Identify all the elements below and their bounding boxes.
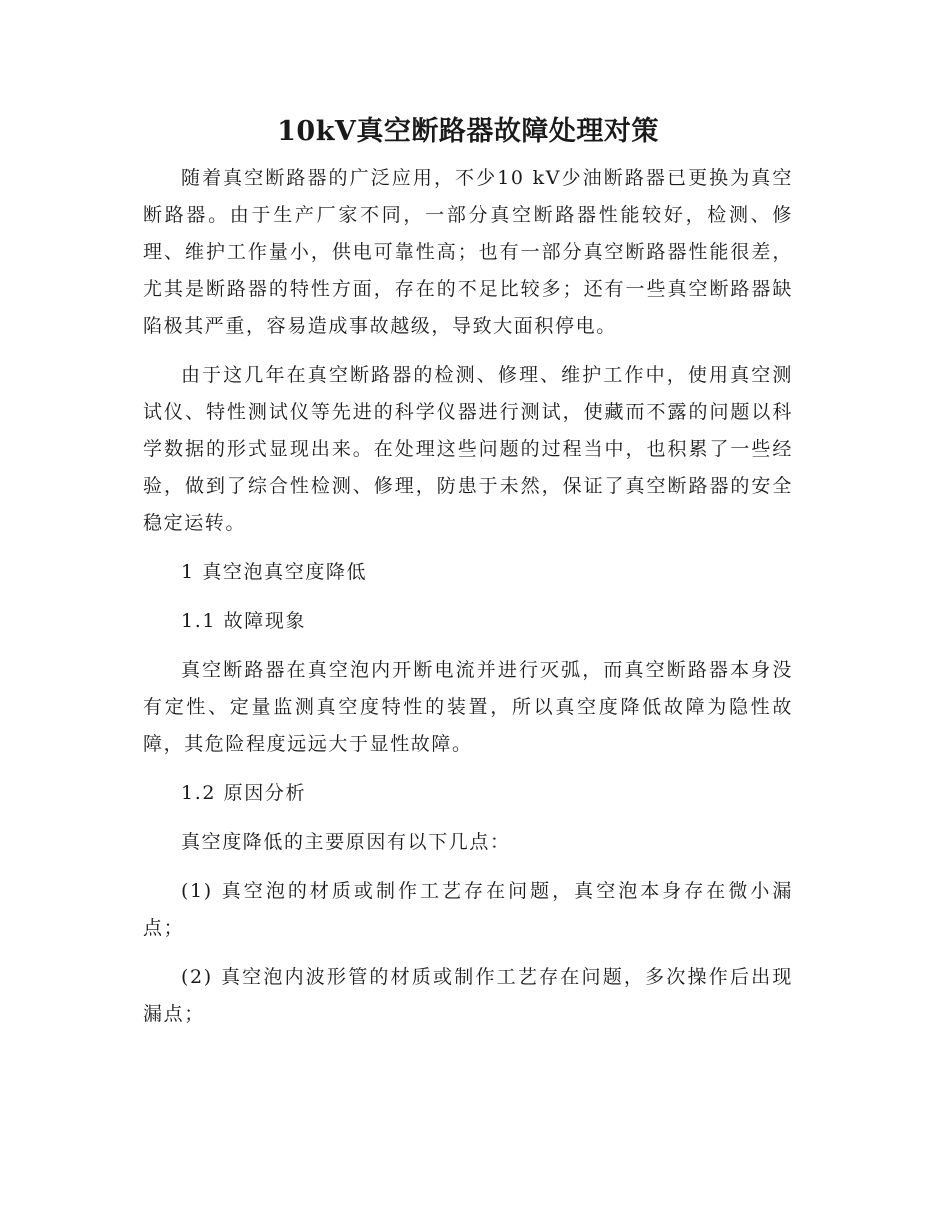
- document-title: 10kV真空断路器故障处理对策: [277, 116, 659, 147]
- subsection-heading-1-1: 1.1 故障现象: [181, 610, 307, 632]
- list-item-cause-2: (2) 真空泡内波形管的材质或制作工艺存在问题，多次操作后出现漏点；: [143, 966, 793, 1025]
- subsection-heading-1-2: 1.2 原因分析: [181, 782, 307, 804]
- paragraph-intro: 随着真空断路器的广泛应用，不少10 kV少油断路器已更换为真空断路器。由于生产厂家不同，一部分真空断路器性能较好，检测、修理、维护工作量小，供电可靠性高；也有一部分真空断路器性能很差，尤其是断路器的特性方面，存在的不足比较多；还有一些真空断路器缺陷极其严重，容易造成事故越级，导致大面积停电。: [143, 167, 793, 337]
- list-item-cause-1: (1) 真空泡的材质或制作工艺存在问题，真空泡本身存在微小漏点；: [143, 880, 793, 939]
- paragraph-background: 由于这几年在真空断路器的检测、修理、维护工作中，使用真空测试仪、特性测试仪等先进的科学仪器进行测试，使藏而不露的问题以科学数据的形式显现出来。在处理这些问题的过程当中，也积累了一些经验，做到了综合性检测、修理，防患于未然，保证了真空断路器的安全稳定运转。: [143, 364, 793, 534]
- paragraph-fault-phenomenon: 真空断路器在真空泡内开断电流并进行灭弧，而真空断路器本身没有定性、定量监测真空度特性的装置，所以真空度降低故障为隐性故障，其危险程度远远大于显性故障。: [143, 659, 793, 755]
- section-heading-1: 1 真空泡真空度降低: [181, 561, 368, 583]
- paragraph-cause-intro: 真空度降低的主要原因有以下几点：: [181, 831, 511, 853]
- document-page: [143, 112, 793, 1045]
